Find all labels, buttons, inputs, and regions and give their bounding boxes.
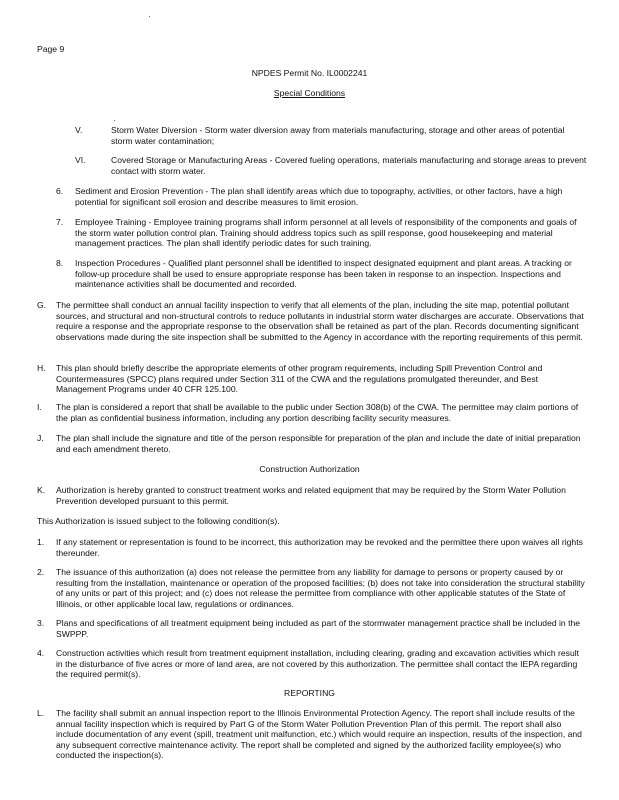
list-item: Covered Storage or Manufacturing Areas - Covered fueling operations, materials manufacturing and storage areas to prevent contact with storm water. <box>111 155 587 176</box>
item-letter: L. <box>37 708 45 718</box>
list-item: Storm Water Diversion - Storm water diversion away from materials manufacturing, storage and other areas of potential storm water contamination; <box>111 125 565 146</box>
item-letter: H. <box>37 363 46 373</box>
permit-title: NPDES Permit No. IL0002241 <box>251 68 368 78</box>
item-number: 3. <box>37 618 45 628</box>
construction-heading: Construction Authorization <box>259 464 360 474</box>
list-item: The facility shall submit an annual inspection report to the Illinois Environmental Protection Agency. The report shall include results of the annual facility inspection which is required by Part G of the Storm Water Pollution Prevention Plan of this permit. The report shall also include documentation of any event (spill, treatment unit malfunction, etc.) which would require an inspection, results of the inspection, and any subsequent corrective maintenance activity. The report shall be completed and signed by the authorized facility employee(s) who conducted the inspection(s). <box>56 708 582 761</box>
reporting-heading: REPORTING <box>284 688 335 698</box>
list-item: The plan shall include the signature and title of the person responsible for preparation of the plan and include the date of initial preparation and each amendment thereto. <box>56 433 581 454</box>
item-letter: J. <box>37 433 44 443</box>
item-number: 4. <box>37 648 45 658</box>
list-item: Plans and specifications of all treatment equipment being included as part of the stormwater management practice shall be included in the SWPPP. <box>56 618 581 639</box>
item-number: 6. <box>56 186 64 196</box>
item-number: V. <box>75 125 83 135</box>
scan-speck: · <box>148 12 151 21</box>
conditions-intro: This Authorization is issued subject to the following condition(s). <box>37 516 280 526</box>
list-item: Authorization is hereby granted to construct treatment works and related equipment that may be required by the Storm Water Pollution Prevention developed pursuant to this permit. <box>56 485 566 506</box>
item-number: VI. <box>75 155 86 165</box>
list-item: Construction activities which result from treatment equipment installation, including clearing, grading and excavation activities which result in the disturbance of five acres or more of land area, are not covered by this authorization. The permittee shall contact the IEPA regarding the required permit(s). <box>56 648 580 680</box>
page-number: Page 9 <box>37 44 65 54</box>
item-number: 1. <box>37 537 45 547</box>
list-item: Sediment and Erosion Prevention - The plan shall identify areas which due to topography, activities, or other factors, have a high potential for significant soil erosion and describe measures to limit erosion. <box>75 186 563 207</box>
item-number: 2. <box>37 567 45 577</box>
list-item: This plan should briefly describe the appropriate elements of other program requirements, including Spill Prevention Control and Countermeasures (SPCC) plans required under Section 311 of the CWA and the regulations promulgated thereunder, and Best Management Programs under 40 CFR 125.100. <box>56 363 543 395</box>
list-item: The plan is considered a report that shall be available to the public under Section 308(b) of the CWA. The permittee may claim portions of the plan as confidential business information, including any portion describing facility security measures. <box>56 402 579 423</box>
section-title: Special Conditions <box>273 88 346 98</box>
item-letter: K. <box>37 485 46 495</box>
scan-speck: · <box>113 116 116 125</box>
list-item: Inspection Procedures - Qualified plant personnel shall be identified to inspect designated equipment and plant areas. A tracking or follow-up procedure shall be used to ensure appropriate response has been taken in response to an inspection. Inspections and maintenance activities shall be documented and recorded. <box>75 258 572 290</box>
list-item: Employee Training - Employee training programs shall inform personnel at all levels of responsibility of the components and goals of the storm water pollution control plan. Training should address topics such as spill response, good housekeeping and material management practices. The plan shall identify periodic dates for such training. <box>75 217 577 249</box>
item-number: 8. <box>56 258 64 268</box>
item-letter: G. <box>37 300 47 310</box>
list-item: If any statement or representation is found to be incorrect, this authorization may be revoked and the permittee there upon waives all rights thereunder. <box>56 537 583 558</box>
item-number: 7. <box>56 217 64 227</box>
list-item: The issuance of this authorization (a) does not release the permittee from any liability for damage to persons or property caused by or resulting from the installation, maintenance or operation of the proposed facilities; (b) does not take into consideration the structural stability of any units or part of this project; and (c) does not release the permittee from compliance with other applicable statutes of the State of Illinois, or other applicable local law, regulations or ordinances. <box>56 567 585 609</box>
item-letter: I. <box>37 402 42 412</box>
list-item: The permittee shall conduct an annual facility inspection to verify that all elements of the plan, including the site map, potential pollutant sources, and structural and non-structural controls to reduce pollutants in industrial storm water discharges are accurate. Observations that require a response and the appropriate response to the observation shall be retained as part of the plan. Records documenting significant observations made during the site inspection shall be submitted to the Agency in accordance with the reporting requirements of this permit. <box>56 300 584 342</box>
